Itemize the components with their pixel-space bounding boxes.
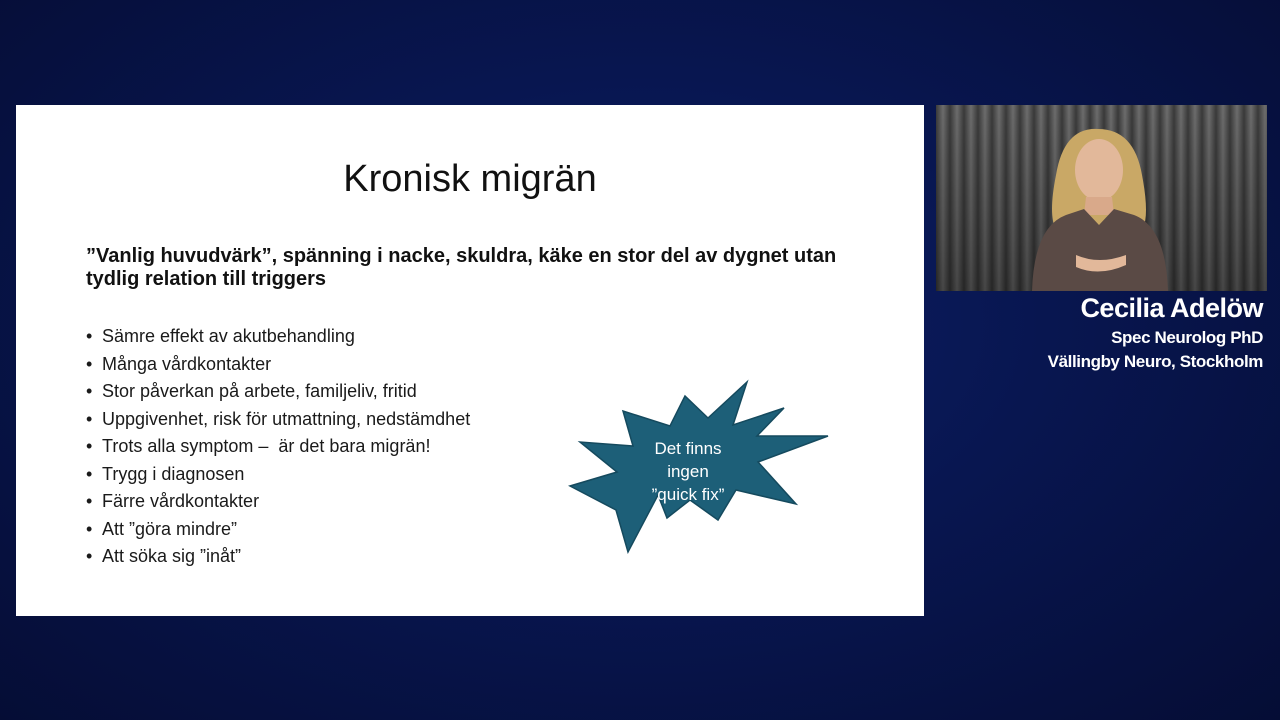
bullet-text: Trots alla symptom – är det bara migrän! bbox=[102, 436, 431, 456]
bullet-marker: • bbox=[86, 546, 93, 566]
bullet-list bbox=[86, 323, 470, 571]
bullet-item bbox=[86, 433, 470, 461]
bullet-item bbox=[86, 543, 470, 571]
bullet-text: Färre vårdkontakter bbox=[102, 491, 260, 511]
bullet-marker: • bbox=[86, 408, 93, 429]
bullet-text: Att ”göra mindre” bbox=[102, 518, 238, 539]
starburst-line: Det finns bbox=[654, 439, 722, 458]
bullet-marker: • bbox=[86, 491, 93, 511]
bullet-item bbox=[86, 351, 470, 379]
bullet-text: Att söka sig ”inåt” bbox=[102, 546, 242, 566]
speaker-video-frame bbox=[936, 105, 1267, 291]
bullet-marker: • bbox=[86, 326, 93, 346]
bullet-marker: • bbox=[86, 436, 93, 456]
bullet-marker: • bbox=[86, 518, 93, 539]
bullet-item bbox=[86, 516, 470, 544]
speaker-video bbox=[936, 105, 1267, 291]
speaker-title: Spec Neurolog PhD bbox=[1111, 328, 1263, 347]
bullet-marker: • bbox=[86, 463, 93, 484]
speaker-affiliation: Vällingby Neuro, Stockholm bbox=[1047, 352, 1263, 371]
starburst-text bbox=[628, 437, 748, 506]
bullet-text: Stor påverkan på arbete, familjeliv, fritid bbox=[102, 381, 417, 401]
bullet-marker: • bbox=[86, 381, 93, 401]
bullet-item bbox=[86, 406, 470, 434]
speaker-name: Cecilia Adelöw bbox=[1080, 293, 1263, 323]
bullet-item bbox=[86, 461, 470, 489]
bullet-item bbox=[86, 323, 470, 351]
slide-title: Kronisk migrän bbox=[343, 158, 597, 200]
bullet-text: Många vårdkontakter bbox=[102, 353, 272, 374]
bullet-text: Sämre effekt av akutbehandling bbox=[102, 326, 355, 346]
bullet-marker: • bbox=[86, 353, 93, 374]
bullet-item bbox=[86, 378, 470, 406]
bullet-text: Uppgivenhet, risk för utmattning, nedstämdhet bbox=[102, 408, 471, 429]
bullet-item bbox=[86, 488, 470, 516]
starburst-line: ingen bbox=[667, 462, 709, 481]
slide-lead-text: ”Vanlig huvudvärk”, spänning i nacke, skuldra, käke en stor del av dygnet utan tydlig relation till triggers bbox=[86, 245, 837, 290]
bullet-text: Trygg i diagnosen bbox=[102, 463, 245, 484]
starburst-line: ”quick fix” bbox=[651, 485, 725, 504]
